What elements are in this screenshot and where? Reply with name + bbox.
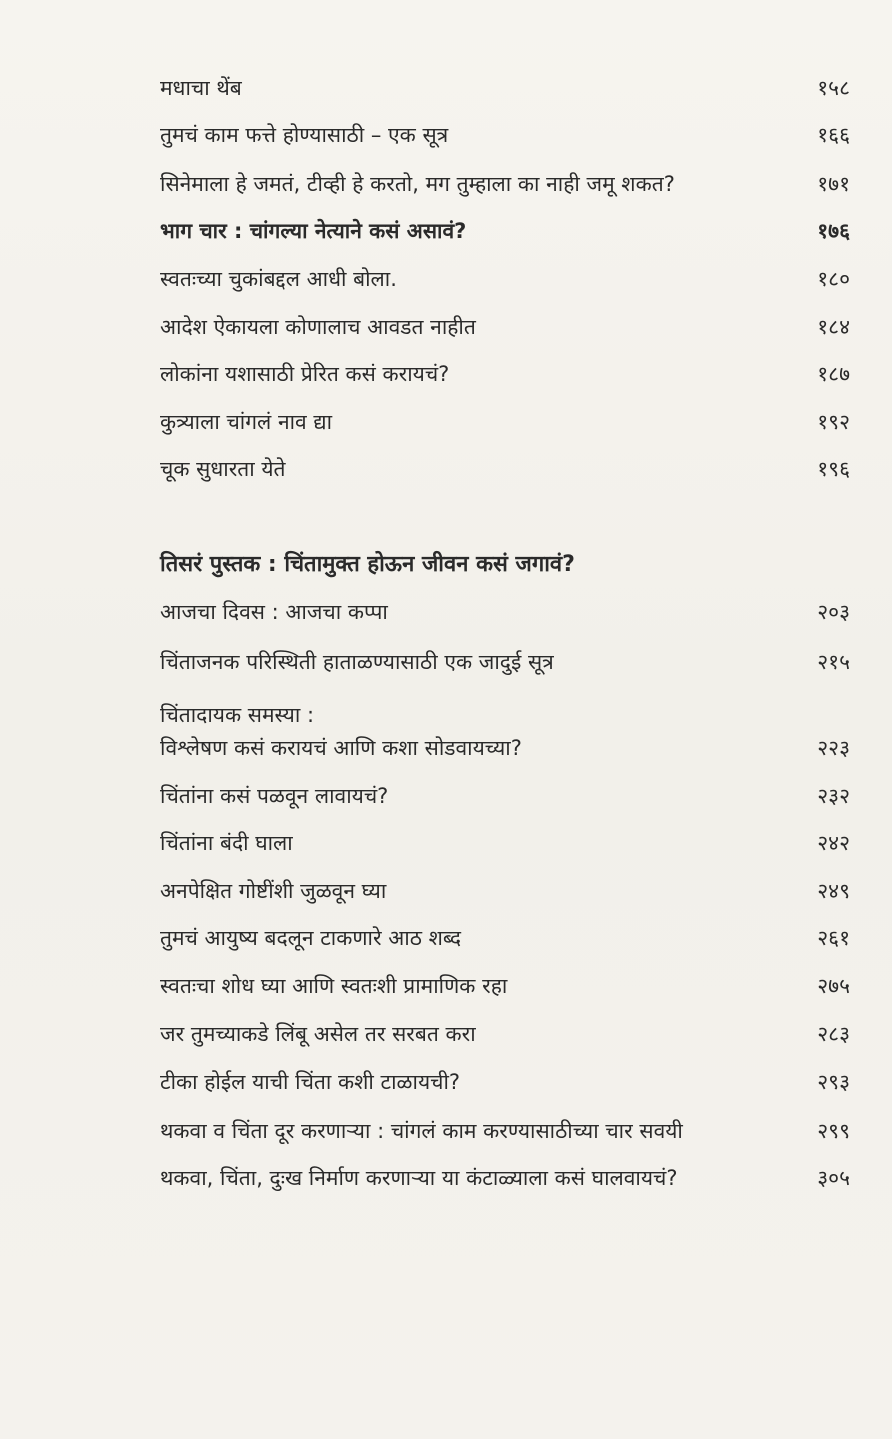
toc-entry-page: १८४ (817, 315, 850, 339)
toc-entry-page: २६१ (817, 926, 850, 950)
toc-entry-title: तुमचं काम फत्ते होण्यासाठी – एक सूत्र (160, 123, 449, 147)
toc-entry-title: सिनेमाला हे जमतं, टीव्ही हे करतो, मग तुम्हाला का नाही जमू शकत? (160, 172, 675, 196)
toc-entry-page: १८० (817, 267, 850, 291)
toc-entry-title: स्वतःचा शोध घ्या आणि स्वतःशी प्रामाणिक रहा (160, 974, 508, 998)
toc-entry-title: थकवा, चिंता, दुःख निर्माण करणाऱ्या या कंटाळ्याला कसं घालवायचं? (160, 1166, 678, 1190)
toc-entry-title: मधाचा थेंब (160, 76, 242, 100)
toc-entry-page: २३२ (817, 784, 850, 808)
toc-entry-page: २१५ (817, 650, 850, 674)
toc-entry (160, 70, 850, 106)
toc-entry (160, 920, 850, 956)
toc-entry (160, 261, 850, 297)
toc-entry-title: चिंताजनक परिस्थिती हाताळण्यासाठी एक जादुई सूत्र (160, 650, 554, 674)
part-heading (160, 213, 850, 249)
toc-entry-title: विश्लेषण कसं करायचं आणि कशा सोडवायच्या? (160, 736, 522, 760)
toc-entry-page: २०३ (817, 600, 850, 624)
toc-entry (160, 1064, 850, 1100)
toc-entry-title: कुत्र्याला चांगलं नाव द्या (160, 410, 333, 434)
toc-entry (160, 451, 850, 487)
toc-entry (160, 309, 850, 345)
toc-entry-title: चिंतादायक समस्या : (160, 703, 315, 727)
toc-entry-page: १७१ (817, 172, 850, 196)
toc-entry-page: २२३ (817, 736, 850, 760)
toc-entry-title: टीका होईल याची चिंता कशी टाळायची? (160, 1070, 461, 1094)
toc-entry-page: १५८ (817, 76, 850, 100)
toc-entry-page: १९६ (817, 457, 850, 481)
part-heading-page: १७६ (817, 219, 850, 243)
toc-entry-title: आदेश ऐकायला कोणालाच आवडत नाहीत (160, 315, 476, 339)
toc-entry-page: २४२ (817, 831, 850, 855)
toc-entry-title: तुमचं आयुष्य बदलून टाकणारे आठ शब्द (160, 926, 461, 950)
toc-entry-title: लोकांना यशासाठी प्रेरित कसं करायचं? (160, 362, 450, 386)
toc-entry (160, 968, 850, 1004)
toc-entry-title: चिंतांना कसं पळवून लावायचं? (160, 784, 389, 808)
toc-entry (160, 404, 850, 440)
toc-entry-title: अनपेक्षित गोष्टींशी जुळवून घ्या (160, 879, 387, 903)
toc-entry-page: २९९ (817, 1119, 850, 1143)
toc-entry-page: ३०५ (817, 1166, 850, 1190)
toc-entry-page: १९२ (817, 410, 850, 434)
part-heading-title: भाग चार : चांगल्या नेत्याने कसं असावं? (160, 219, 467, 243)
toc-entry (160, 356, 850, 392)
toc-entry (160, 117, 850, 153)
toc-entry-title: चूक सुधारता येते (160, 457, 286, 481)
toc-entry-page: २४९ (817, 879, 850, 903)
toc-entry-page: २९३ (817, 1070, 850, 1094)
toc-entry-title: चिंतांना बंदी घाला (160, 831, 293, 855)
book-heading: तिसरं पुस्तक : चिंतामुक्त होऊन जीवन कसं जगावं? (160, 552, 575, 577)
toc-entry-title: आजचा दिवस : आजचा कप्पा (160, 600, 388, 624)
toc-entry-page: १६६ (817, 123, 850, 147)
toc-entry (160, 594, 850, 630)
toc-entry (160, 166, 850, 202)
toc-entry (160, 873, 850, 909)
toc-entry (160, 778, 850, 814)
toc-entry (160, 1113, 850, 1149)
toc-entry (160, 730, 850, 766)
toc-entry (160, 1016, 850, 1052)
toc-entry (160, 644, 850, 680)
toc-entry-page: १८७ (817, 362, 850, 386)
toc-entry-page: २७५ (817, 974, 850, 998)
toc-entry-page: २८३ (817, 1022, 850, 1046)
toc-entry (160, 697, 850, 733)
toc-entry-title: जर तुमच्याकडे लिंबू असेल तर सरबत करा (160, 1022, 476, 1046)
toc-entry (160, 1160, 850, 1196)
toc-entry (160, 825, 850, 861)
toc-entry-title: स्वतःच्या चुकांबद्दल आधी बोला. (160, 267, 397, 291)
toc-entry-title: थकवा व चिंता दूर करणाऱ्या : चांगलं काम करण्यासाठीच्या चार सवयी (160, 1119, 683, 1143)
